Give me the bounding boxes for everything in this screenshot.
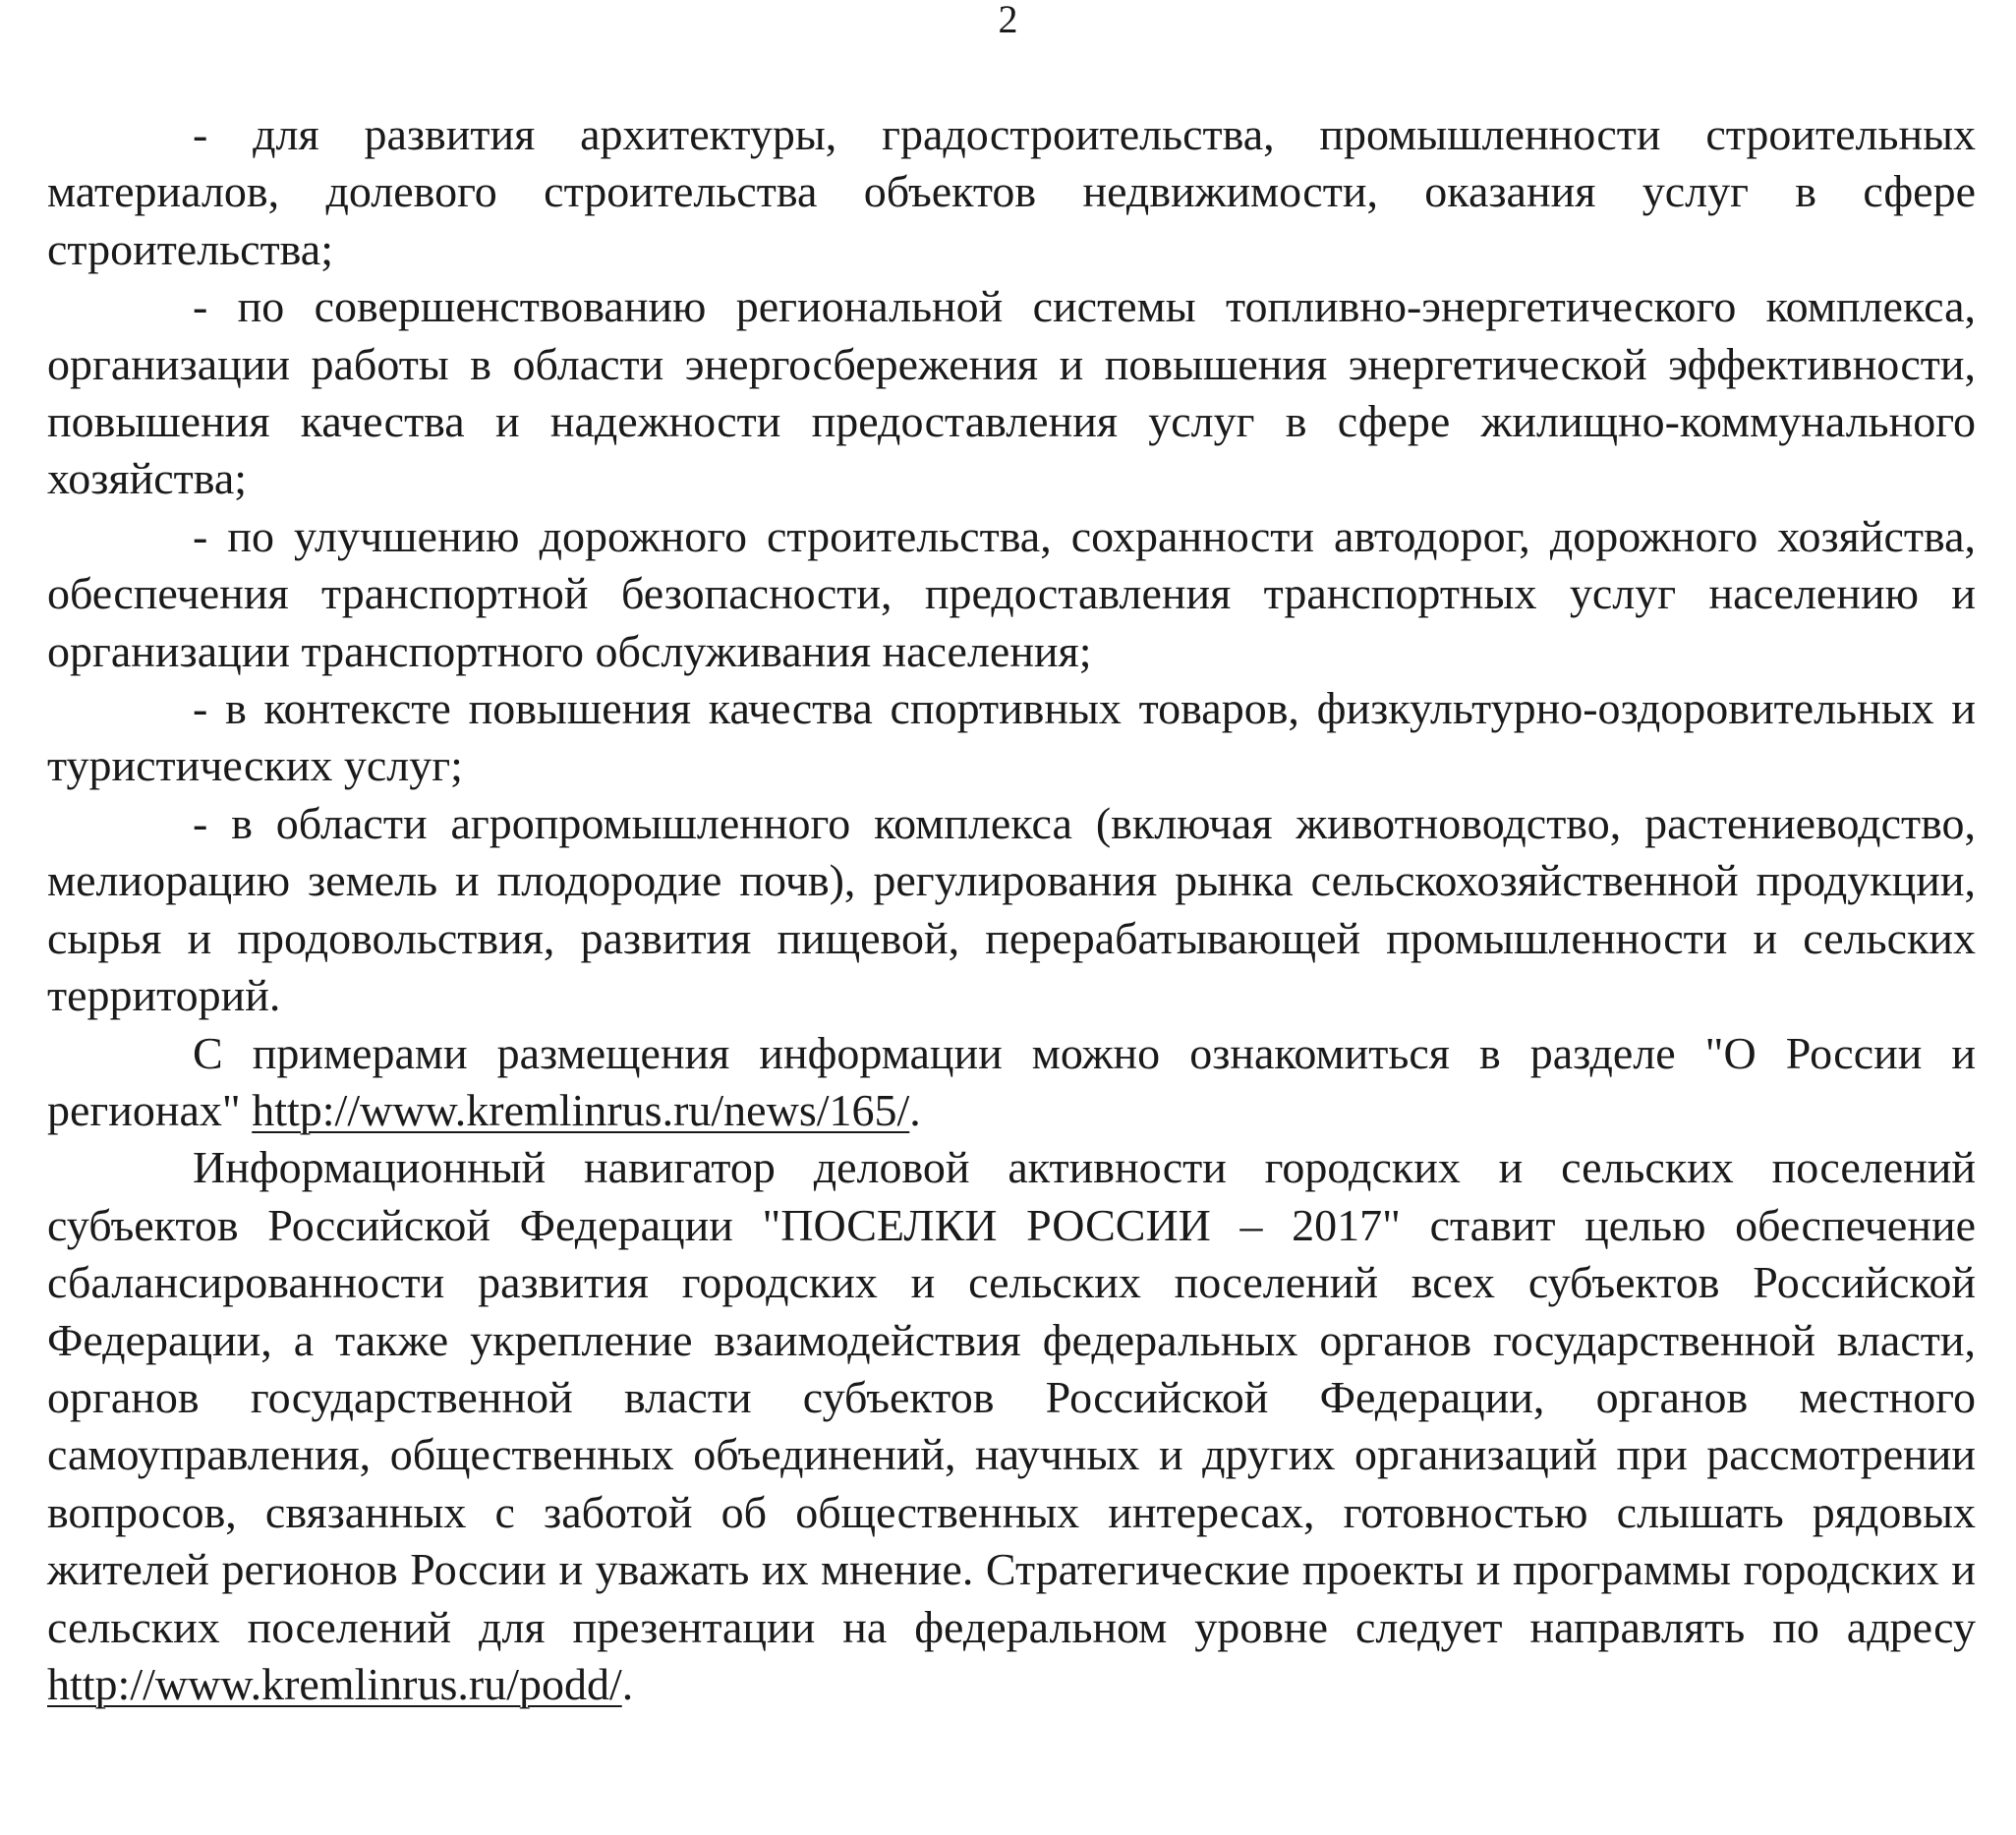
paragraph-text: - по улучшению дорожного строительства, сохранности автодорог, дорожного хозяйства, обеспечения транспортной безопасности, предоставления транспортных услуг населению и организации транспортного обслуживания населения;: [47, 510, 1976, 676]
podd-link[interactable]: http://www.kremlinrus.ru/podd/: [47, 1658, 622, 1709]
paragraph-tail: .: [909, 1084, 921, 1135]
news-link[interactable]: http://www.kremlinrus.ru/news/165/: [252, 1084, 910, 1135]
paragraph-text: С примерами размещения информации можно ознакомиться в разделе "О России и регионах": [47, 1027, 1976, 1135]
paragraph-text: - в области агропромышленного комплекса (включая животноводство, растениеводство, мелиорацию земель и плодородие почв), регулирования рынка сельскохозяйственной продукции, сырья и продовольствия, развития пищевой, перерабатывающей промышленности и сельских территорий.: [47, 797, 1976, 1021]
paragraph-text: - в контексте повышения качества спортивных товаров, физкультурно-оздоровительных и туристических услуг;: [47, 683, 1976, 791]
paragraph-text: Информационный навигатор деловой активности городских и сельских поселений субъектов Российской Федерации "ПОСЕЛКИ РОССИИ – 2017" ставит целью обеспечение сбалансированности развития городских и сельских поселений всех субъектов Российской Федерации, а также укрепление взаимодействия федеральных органов государственной власти, органов государственной власти субъектов Российской Федерации, органов местного самоуправления, общественных объединений, научных и других организаций при рассмотрении вопросов, связанных с заботой об общественных интересах, готовностью слышать рядовых жителей регионов России и уважать их мнение. Стратегические проекты и программы городских и сельских поселений для презентации на федеральном уровне следует направлять по адресу: [47, 1142, 1976, 1652]
paragraph-agriculture: [47, 795, 1976, 1025]
page-number: 2: [998, 0, 1018, 41]
paragraph-sports: [47, 680, 1976, 795]
paragraph-tail: .: [621, 1658, 634, 1709]
paragraph-examples: [47, 1025, 1976, 1140]
document-body: [47, 106, 1976, 1713]
paragraph-navigator: [47, 1139, 1976, 1713]
paragraph-text: - по совершенствованию региональной системы топливно-энергетического комплекса, организации работы в области энергосбережения и повышения энергетической эффективности, повышения качества и надежности предоставления услуг в сфере жилищно-коммунального хозяйства;: [47, 281, 1976, 504]
paragraph-roads: [47, 508, 1976, 680]
paragraph-energy: [47, 278, 1976, 508]
paragraph-architecture: [47, 106, 1976, 278]
paragraph-text: - для развития архитектуры, градостроительства, промышленности строительных материалов, долевого строительства объектов недвижимости, оказания услуг в сфере строительства;: [47, 109, 1976, 274]
